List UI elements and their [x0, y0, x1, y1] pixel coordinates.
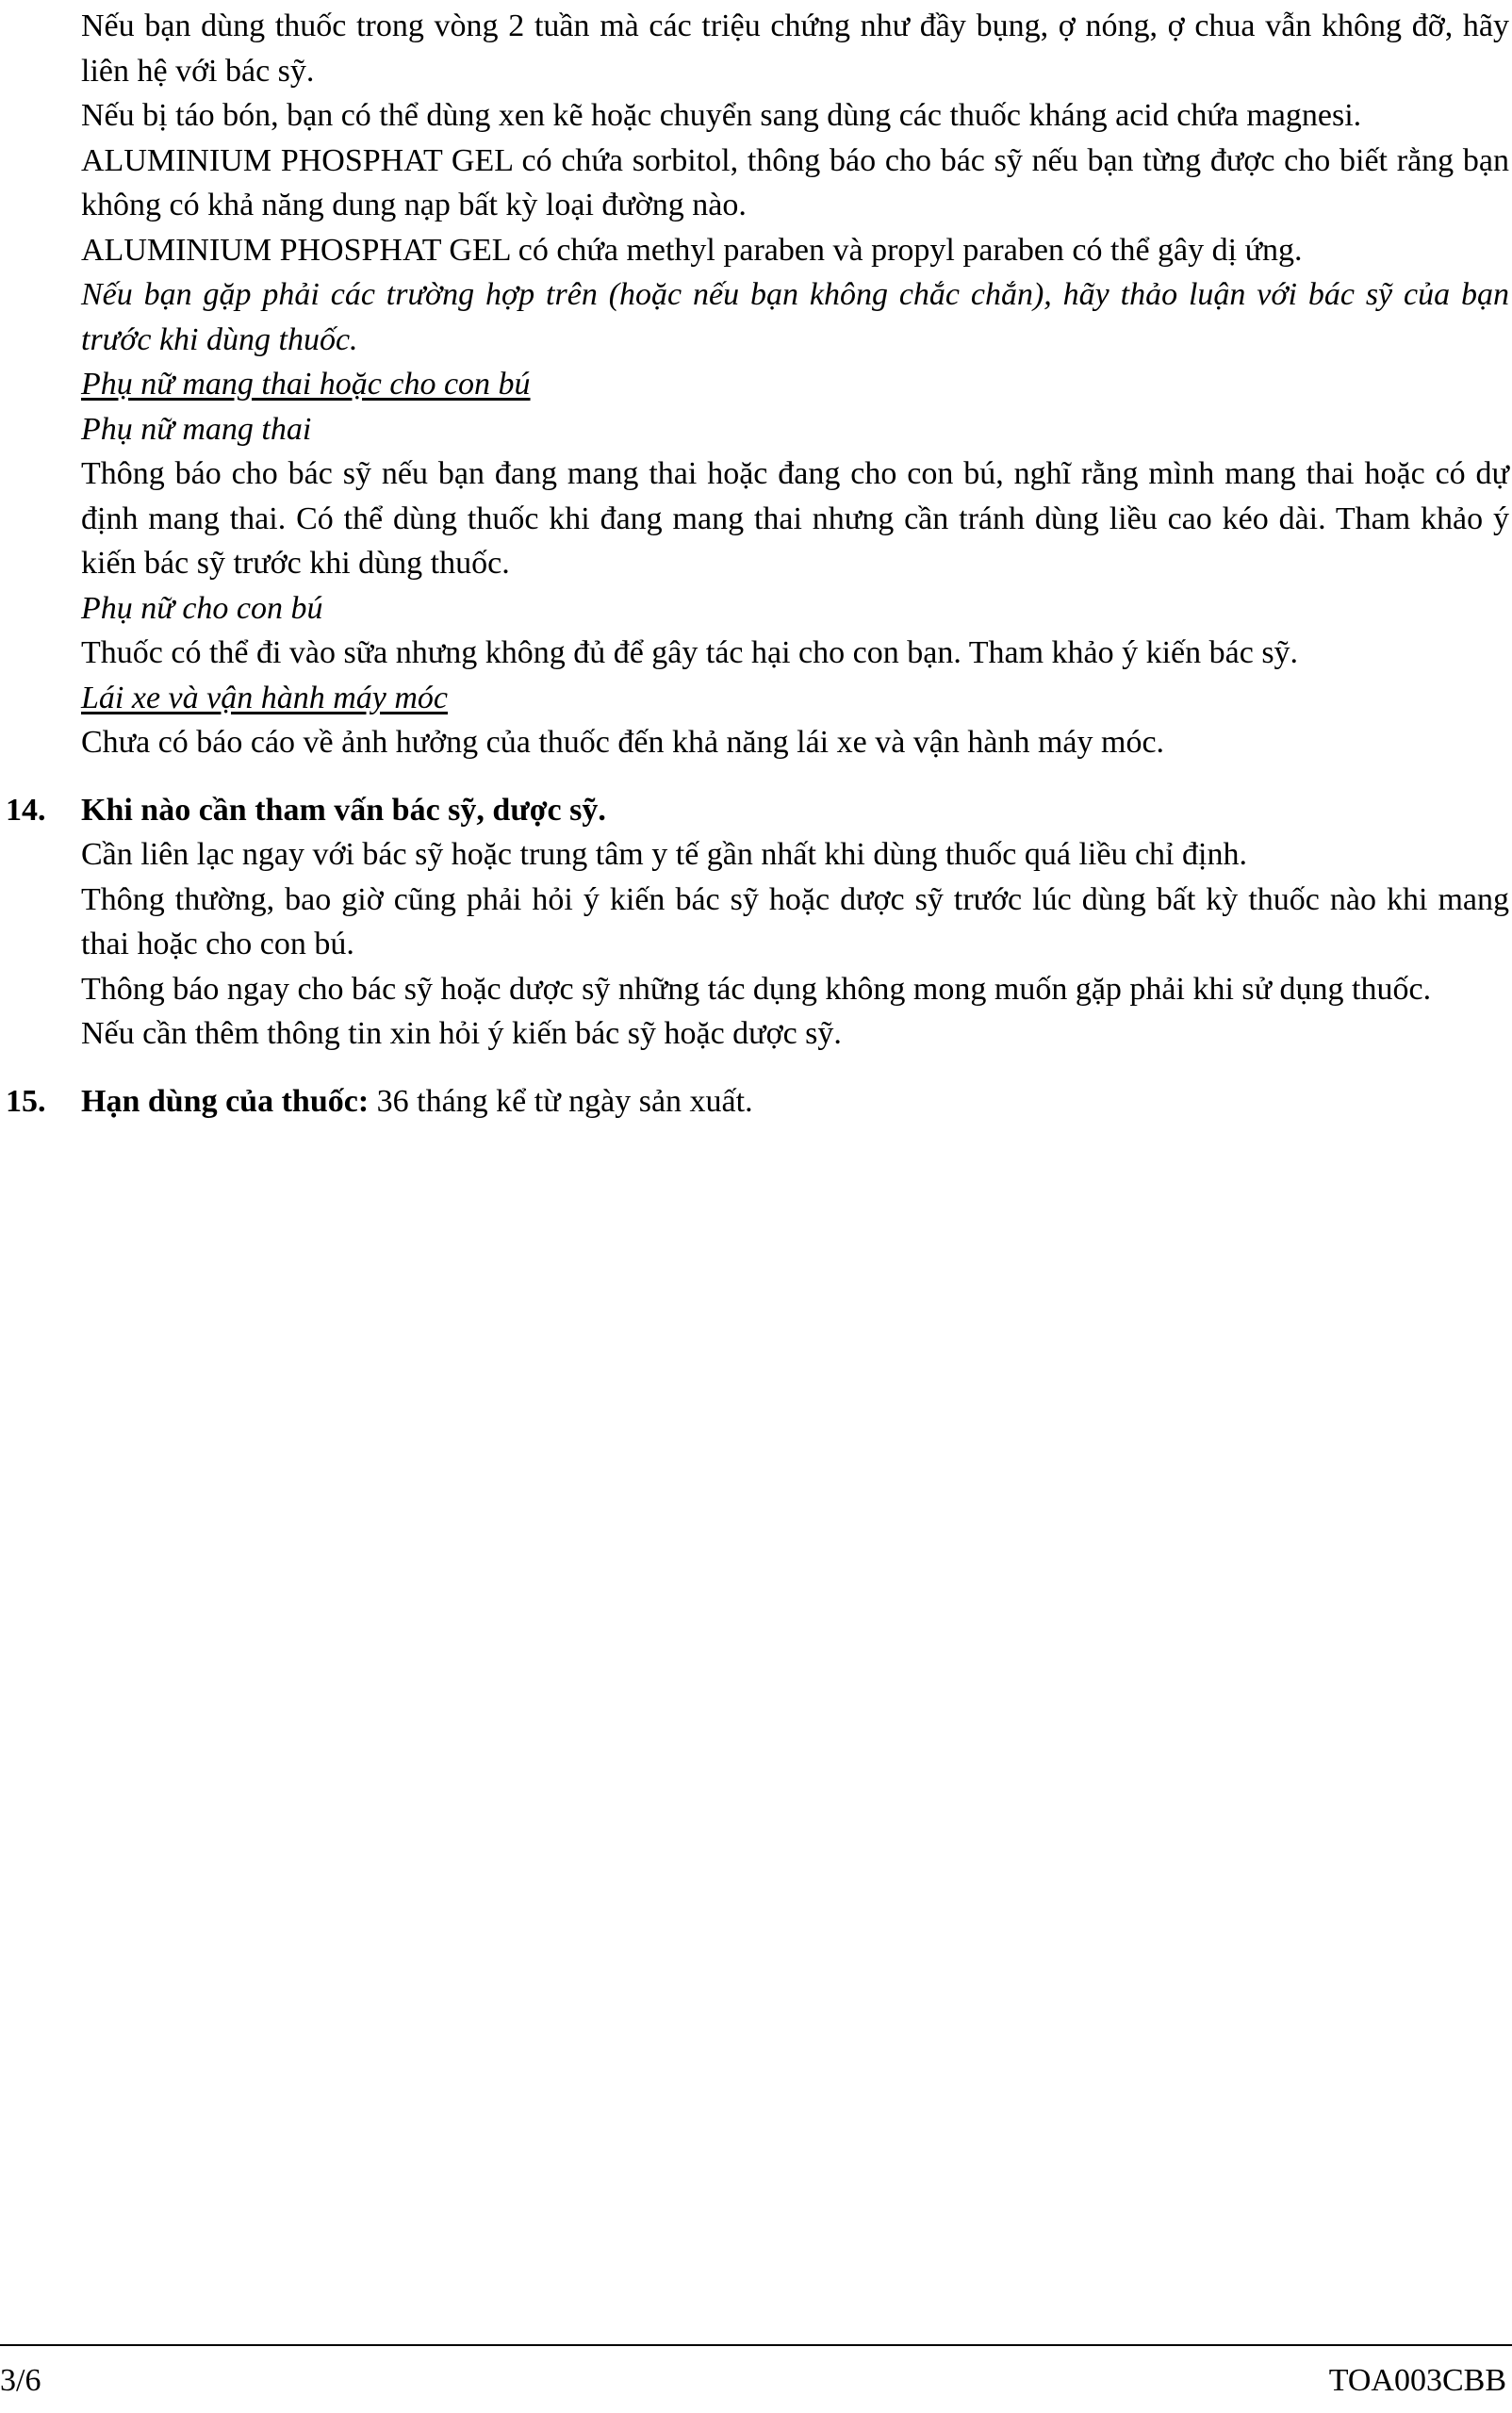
- breastfeeding-subheading: Phụ nữ cho con bú: [81, 590, 323, 626]
- section-15-text: 36 tháng kể từ ngày sản xuất.: [369, 1083, 753, 1119]
- footer-divider: [0, 2344, 1512, 2346]
- section-14-title: Khi nào cần tham vấn bác sỹ, dược sỹ.: [81, 792, 606, 828]
- paragraph-symptoms: Nếu bạn dùng thuốc trong vòng 2 tuần mà các triệu chứng như đầy bụng, ợ nóng, ợ chua vẫn không đỡ, hãy liên hệ với bác sỹ.: [81, 8, 1509, 89]
- breastfeeding-text: Thuốc có thể đi vào sữa nhưng không đủ để gây tác hại cho con bạn. Tham khảo ý kiến bác sỹ.: [81, 635, 1299, 670]
- page-content: [6, 4, 1512, 1124]
- paragraph-sorbitol: ALUMINIUM PHOSPHAT GEL có chứa sorbitol, thông báo cho bác sỹ nếu bạn từng được cho biết rằng bạn không có khả năng dung nạp bất kỳ loại đường nào.: [81, 142, 1509, 222]
- section-14-number: 14.: [6, 792, 46, 828]
- section-14-line: Thông thường, bao giờ cũng phải hỏi ý kiến bác sỹ hoặc dược sỹ trước lúc dùng bất kỳ thuốc nào khi mang thai hoặc cho con bú.: [81, 881, 1509, 961]
- section-14: [6, 788, 1509, 1057]
- section-15-title: Hạn dùng của thuốc:: [81, 1083, 370, 1119]
- pregnancy-heading: [81, 362, 1509, 407]
- section-15-line: [81, 1079, 1509, 1124]
- section-14-line: Nếu cần thêm thông tin xin hỏi ý kiến bác sỹ hoặc dược sỹ.: [81, 1016, 842, 1051]
- pregnant-text: Thông báo cho bác sỹ nếu bạn đang mang thai hoặc đang cho con bú, nghĩ rằng mình mang thai hoặc có dự định mang thai. Có thể dùng thuốc khi đang mang thai nhưng cần tránh dùng liều cao kéo dài. Tham khảo ý kiến bác sỹ trước khi dùng thuốc.: [81, 456, 1509, 581]
- document-code: TOA003CBB: [1328, 2363, 1506, 2398]
- driving-heading: [81, 676, 1509, 721]
- pregnancy-heading-text: Phụ nữ mang thai hoặc cho con bú: [81, 367, 531, 402]
- section-15-number: 15.: [6, 1083, 46, 1119]
- page-number: 3/6: [0, 2363, 41, 2398]
- section-15: [6, 1079, 1509, 1124]
- paragraph-consult-note: Nếu bạn gặp phải các trường hợp trên (hoặc nếu bạn không chắc chắn), hãy thảo luận với bác sỹ của bạn trước khi dùng thuốc.: [81, 277, 1509, 357]
- paragraph-paraben: ALUMINIUM PHOSPHAT GEL có chứa methyl paraben và propyl paraben có thể gây dị ứng.: [81, 232, 1303, 268]
- pregnant-subheading: Phụ nữ mang thai: [81, 411, 312, 447]
- driving-text: Chưa có báo cáo về ảnh hưởng của thuốc đến khả năng lái xe và vận hành máy móc.: [81, 725, 1165, 760]
- section-14-line: Thông báo ngay cho bác sỹ hoặc dược sỹ những tác dụng không mong muốn gặp phải khi sử dụng thuốc.: [81, 971, 1432, 1007]
- paragraph-constipation: Nếu bị táo bón, bạn có thể dùng xen kẽ hoặc chuyển sang dùng các thuốc kháng acid chứa magnesi.: [81, 98, 1362, 133]
- text-block: [6, 4, 1509, 1124]
- section-14-line: Cần liên lạc ngay với bác sỹ hoặc trung tâm y tế gần nhất khi dùng thuốc quá liều chỉ định.: [81, 837, 1247, 872]
- driving-heading-text: Lái xe và vận hành máy móc: [81, 680, 449, 715]
